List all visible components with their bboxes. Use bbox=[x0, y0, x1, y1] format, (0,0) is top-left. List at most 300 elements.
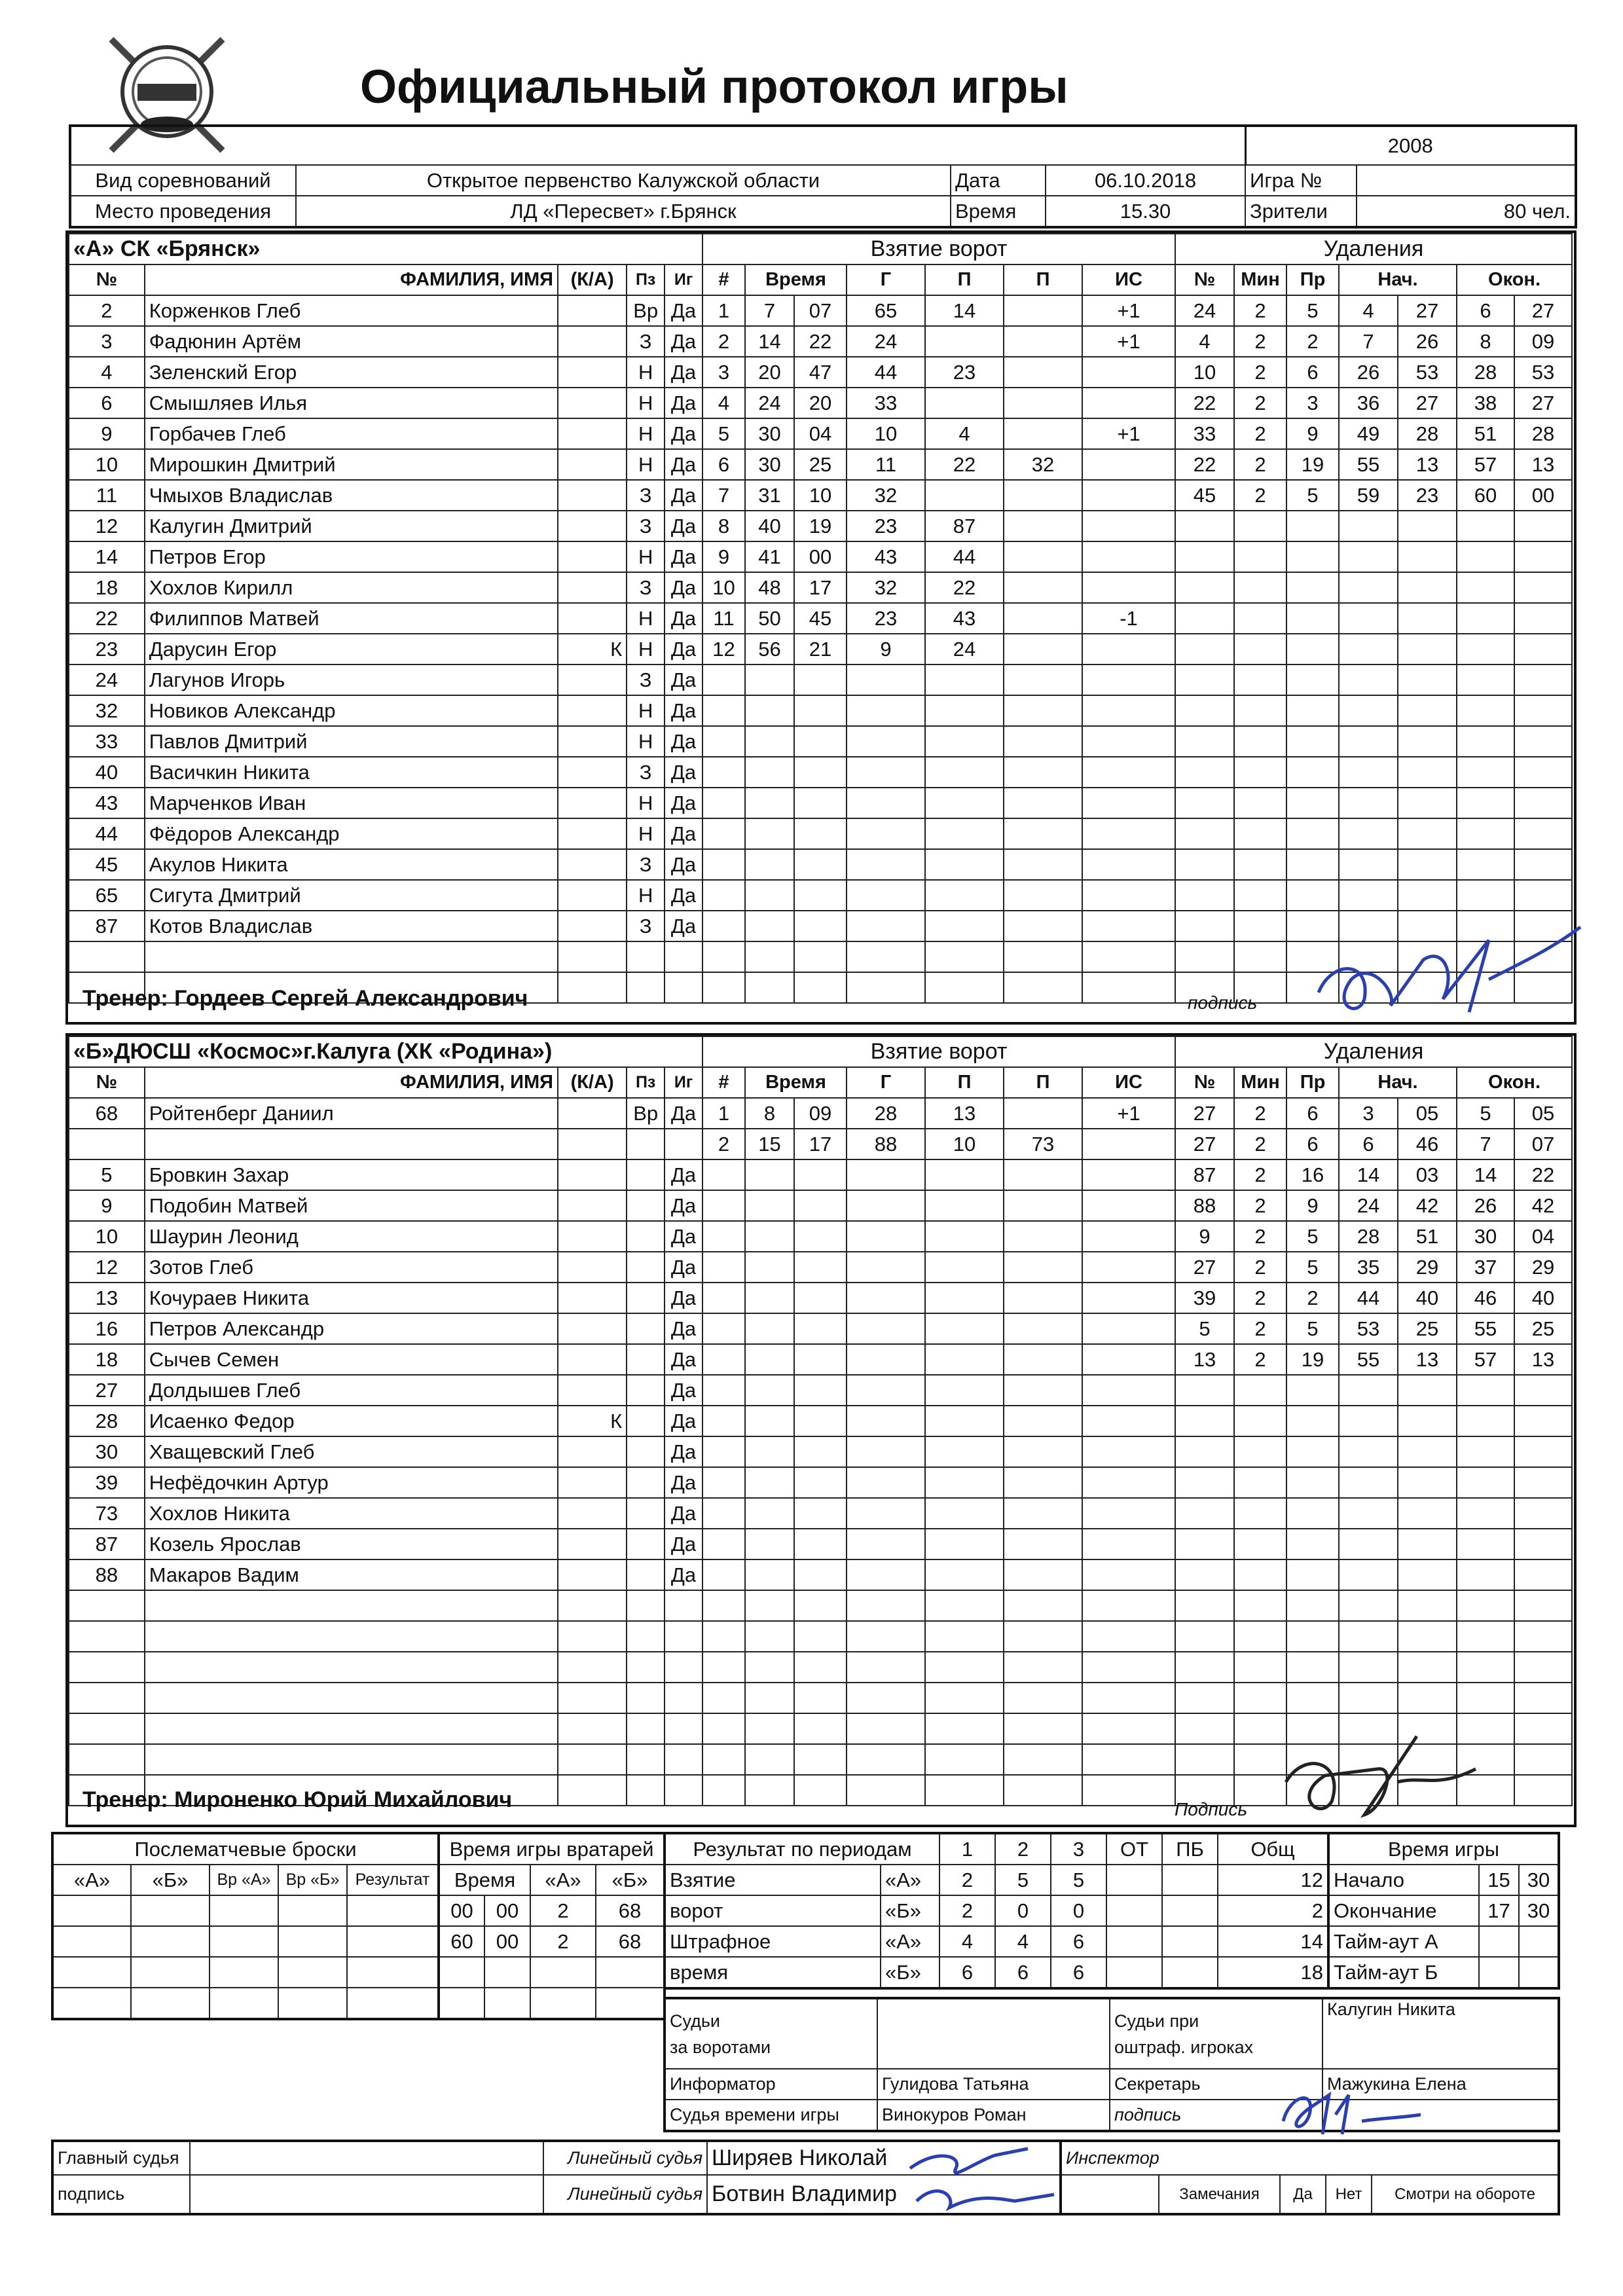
empty-cell bbox=[794, 1252, 847, 1283]
end-hour: 17 bbox=[1479, 1895, 1519, 1926]
spectators-value: 80 чел. bbox=[1357, 196, 1576, 227]
empty-cell bbox=[1082, 1252, 1175, 1283]
player-plays: Да bbox=[665, 1498, 702, 1529]
player-captain bbox=[558, 695, 627, 726]
header-table bbox=[69, 124, 1577, 228]
roster-row bbox=[69, 1375, 702, 1406]
competition-label: Вид соревнований bbox=[70, 165, 296, 196]
pen-judges-name: Калугин Никита bbox=[1322, 1998, 1559, 2069]
roster-row bbox=[69, 1590, 702, 1621]
player-number: 13 bbox=[69, 1283, 145, 1313]
empty-cell bbox=[1514, 726, 1572, 757]
goal-minute: 41 bbox=[745, 541, 794, 572]
penalty-player: 5 bbox=[1175, 1313, 1234, 1344]
penalty-minutes: 2 bbox=[1234, 1252, 1286, 1283]
empty-cell bbox=[627, 1775, 665, 1806]
empty-cell bbox=[627, 1744, 665, 1775]
goal-row bbox=[702, 1098, 1175, 1129]
goal-situation bbox=[1082, 572, 1175, 603]
row-a: «А» bbox=[881, 1926, 939, 1957]
empty-cell bbox=[1514, 1406, 1572, 1436]
empty-cell bbox=[1339, 634, 1398, 665]
empty-cell bbox=[1004, 1283, 1082, 1313]
empty-cell bbox=[596, 1988, 665, 2019]
empty-cell bbox=[1004, 665, 1082, 695]
empty-cell bbox=[794, 911, 847, 941]
penalty-row bbox=[1175, 818, 1572, 849]
empty-cell bbox=[1286, 818, 1339, 849]
goal-minute: 31 bbox=[745, 480, 794, 511]
gk-title: Время игры вратарей bbox=[439, 1833, 665, 1865]
empty-cell bbox=[1457, 1683, 1514, 1713]
empty-cell bbox=[1175, 1713, 1234, 1744]
empty-cell bbox=[745, 665, 794, 695]
empty-cell bbox=[1082, 757, 1175, 788]
player-name: Котов Владислав bbox=[145, 911, 558, 941]
goals-label-2: ворот bbox=[665, 1895, 881, 1926]
empty-cell bbox=[847, 1683, 925, 1713]
penalties-title: Удаления bbox=[1175, 234, 1572, 264]
team-a-signature bbox=[1292, 920, 1594, 1019]
goal-row bbox=[702, 726, 1175, 757]
penalty-row bbox=[1175, 1498, 1572, 1529]
col-end: Окон. bbox=[1457, 1067, 1572, 1098]
penalty-row bbox=[1175, 511, 1572, 541]
empty-cell bbox=[1175, 849, 1234, 880]
player-number: 12 bbox=[69, 1252, 145, 1283]
penalty-start-sec: 13 bbox=[1398, 449, 1457, 480]
penalty-end-sec: 13 bbox=[1514, 1344, 1572, 1375]
goal-number: 1 bbox=[702, 295, 745, 326]
linesman-label-1: Линейный судья bbox=[543, 2141, 707, 2175]
goal-scorer: 32 bbox=[847, 480, 925, 511]
empty-cell bbox=[347, 1957, 439, 1988]
empty-cell bbox=[1234, 788, 1286, 818]
player-captain bbox=[558, 757, 627, 788]
penalty-row bbox=[1175, 634, 1572, 665]
penalty-row bbox=[1175, 695, 1572, 726]
penalty-player: 27 bbox=[1175, 1129, 1234, 1159]
empty-cell bbox=[1339, 1652, 1398, 1683]
roster-row bbox=[69, 1436, 702, 1467]
empty-cell bbox=[1339, 788, 1398, 818]
player-name: Козель Ярослав bbox=[145, 1529, 558, 1559]
empty-cell bbox=[1082, 880, 1175, 911]
penalty-end-min: 55 bbox=[1457, 1313, 1514, 1344]
empty-cell bbox=[794, 941, 847, 972]
penalty-player: 27 bbox=[1175, 1252, 1234, 1283]
penalty-end-sec: 07 bbox=[1514, 1129, 1572, 1159]
empty-cell bbox=[702, 695, 745, 726]
goals-a-pb bbox=[1162, 1865, 1218, 1895]
empty-cell bbox=[52, 1988, 131, 2019]
goal-row bbox=[702, 941, 1175, 972]
empty-cell bbox=[745, 1252, 794, 1283]
time-value: 15.30 bbox=[1046, 196, 1245, 227]
empty-cell bbox=[1175, 1559, 1234, 1590]
goal-number: 10 bbox=[702, 572, 745, 603]
empty-cell bbox=[794, 972, 847, 1003]
goal-assist-2 bbox=[1004, 1098, 1082, 1129]
informer-name: Гулидова Татьяна bbox=[877, 2069, 1110, 2100]
empty-cell bbox=[1398, 1559, 1457, 1590]
player-number: 3 bbox=[69, 326, 145, 357]
col-pz: Пз bbox=[627, 1067, 665, 1098]
penalty-reason: 19 bbox=[1286, 1344, 1339, 1375]
empty-cell bbox=[347, 1926, 439, 1957]
player-name: Хващевский Глеб bbox=[145, 1436, 558, 1467]
roster-row bbox=[69, 1098, 702, 1129]
empty-cell bbox=[794, 1283, 847, 1313]
player-position bbox=[627, 1283, 665, 1313]
player-captain bbox=[558, 603, 627, 634]
penalty-minutes: 2 bbox=[1234, 1221, 1286, 1252]
player-captain bbox=[558, 1159, 627, 1190]
player-captain bbox=[558, 1221, 627, 1252]
empty-cell bbox=[665, 1744, 702, 1775]
gk-b-number: 68 bbox=[596, 1926, 665, 1957]
penalty-row bbox=[1175, 295, 1572, 326]
empty-cell bbox=[1457, 849, 1514, 880]
empty-cell bbox=[1514, 1498, 1572, 1529]
empty-cell bbox=[627, 1683, 665, 1713]
res-total: Общ bbox=[1218, 1833, 1328, 1865]
roster-row bbox=[69, 1683, 702, 1713]
goal-minute: 8 bbox=[745, 1098, 794, 1129]
player-plays: Да bbox=[665, 1467, 702, 1498]
empty-cell bbox=[702, 1375, 745, 1406]
empty-cell bbox=[1398, 1529, 1457, 1559]
empty-cell bbox=[278, 1926, 347, 1957]
penalty-row bbox=[1175, 1190, 1572, 1221]
empty-cell bbox=[925, 726, 1004, 757]
empty-cell bbox=[1286, 757, 1339, 788]
empty-cell bbox=[1286, 849, 1339, 880]
penalty-row bbox=[1175, 1559, 1572, 1590]
empty-cell bbox=[1514, 757, 1572, 788]
empty-cell bbox=[847, 972, 925, 1003]
penalty-end-min: 38 bbox=[1457, 388, 1514, 418]
roster-row bbox=[69, 357, 702, 388]
empty-cell bbox=[1457, 1467, 1514, 1498]
empty-cell bbox=[1004, 1159, 1082, 1190]
gk-a-number: 2 bbox=[530, 1895, 596, 1926]
empty-cell bbox=[1398, 1683, 1457, 1713]
empty-cell bbox=[745, 849, 794, 880]
empty-cell bbox=[1082, 941, 1175, 972]
empty-cell bbox=[1286, 603, 1339, 634]
player-position: Н bbox=[627, 541, 665, 572]
empty-cell bbox=[1398, 695, 1457, 726]
player-captain bbox=[558, 1344, 627, 1375]
goals-a-p2: 5 bbox=[995, 1865, 1051, 1895]
goal-second: 47 bbox=[794, 357, 847, 388]
pen-a-pb bbox=[1162, 1926, 1218, 1957]
penalty-row bbox=[1175, 1436, 1572, 1467]
col-gtime: Время bbox=[745, 264, 847, 295]
empty-cell bbox=[702, 788, 745, 818]
empty-cell bbox=[1457, 511, 1514, 541]
empty-cell bbox=[794, 1190, 847, 1221]
empty-cell bbox=[702, 1283, 745, 1313]
empty-cell bbox=[1514, 1621, 1572, 1652]
penalty-row bbox=[1175, 726, 1572, 757]
goal-row bbox=[702, 1559, 1175, 1590]
goals-title: Взятие ворот bbox=[702, 1036, 1175, 1067]
goal-judges-label-2: за воротами bbox=[670, 2037, 771, 2057]
player-plays: Да bbox=[665, 480, 702, 511]
empty-cell bbox=[145, 1621, 558, 1652]
goal-row bbox=[702, 1713, 1175, 1744]
goal-assist-1 bbox=[925, 480, 1004, 511]
officials-sign-label: подпись bbox=[1110, 2100, 1322, 2131]
empty-cell bbox=[52, 1957, 131, 1988]
goalie-time-table bbox=[437, 1832, 666, 2020]
empty-cell bbox=[1339, 695, 1398, 726]
player-captain bbox=[558, 418, 627, 449]
player-position bbox=[627, 1375, 665, 1406]
player-position bbox=[627, 1467, 665, 1498]
col-pr: Пр bbox=[1286, 264, 1339, 295]
empty-cell bbox=[847, 1190, 925, 1221]
player-number: 6 bbox=[69, 388, 145, 418]
player-position: Н bbox=[627, 880, 665, 911]
goal-row bbox=[702, 1529, 1175, 1559]
so-result: Результат bbox=[347, 1865, 439, 1895]
penalty-end-sec: 42 bbox=[1514, 1190, 1572, 1221]
roster-row bbox=[69, 511, 702, 541]
empty-cell bbox=[1082, 788, 1175, 818]
goal-scorer: 32 bbox=[847, 572, 925, 603]
penalty-minutes: 2 bbox=[1234, 1190, 1286, 1221]
shootout-row bbox=[52, 1926, 439, 1957]
goal-second: 09 bbox=[794, 1098, 847, 1129]
goal-minute: 15 bbox=[745, 1129, 794, 1159]
penalty-end-min: 60 bbox=[1457, 480, 1514, 511]
empty-cell bbox=[1175, 1498, 1234, 1529]
empty-cell bbox=[278, 1895, 347, 1926]
team-b-goals bbox=[702, 1036, 1176, 1806]
res-ot: ОТ bbox=[1106, 1833, 1162, 1865]
goal-row bbox=[702, 634, 1175, 665]
pen-a-p2: 4 bbox=[995, 1926, 1051, 1957]
goals-b-total: 2 bbox=[1218, 1895, 1328, 1926]
goals-a-ot bbox=[1106, 1865, 1162, 1895]
col-ka: (К/А) bbox=[558, 264, 627, 295]
empty-cell bbox=[925, 1744, 1004, 1775]
player-plays: Да bbox=[665, 818, 702, 849]
res-pb: ПБ bbox=[1162, 1833, 1218, 1865]
player-position bbox=[627, 1129, 665, 1159]
empty-cell bbox=[52, 1926, 131, 1957]
penalty-row bbox=[1175, 418, 1572, 449]
empty-cell bbox=[1514, 541, 1572, 572]
empty-cell bbox=[1398, 726, 1457, 757]
empty-cell bbox=[1234, 880, 1286, 911]
col-g: Г bbox=[847, 264, 925, 295]
penalty-start-sec: 27 bbox=[1398, 295, 1457, 326]
empty-cell bbox=[702, 1467, 745, 1498]
player-position: З bbox=[627, 572, 665, 603]
team-b-penalties bbox=[1175, 1036, 1573, 1806]
goal-row bbox=[702, 388, 1175, 418]
player-plays: Да bbox=[665, 788, 702, 818]
empty-cell bbox=[847, 849, 925, 880]
penalty-minutes: 2 bbox=[1234, 357, 1286, 388]
empty-cell bbox=[1004, 1652, 1082, 1683]
empty-cell bbox=[1175, 1529, 1234, 1559]
goal-row bbox=[702, 1621, 1175, 1652]
goal-row bbox=[702, 541, 1175, 572]
empty-cell bbox=[1514, 880, 1572, 911]
empty-cell bbox=[1175, 541, 1234, 572]
empty-cell bbox=[1175, 1436, 1234, 1467]
chief-label: Главный судья bbox=[52, 2141, 190, 2175]
team-b-roster bbox=[68, 1036, 703, 1806]
empty-cell bbox=[847, 880, 925, 911]
empty-cell bbox=[702, 1559, 745, 1590]
goal-assist-1: 10 bbox=[925, 1129, 1004, 1159]
empty-cell bbox=[1175, 1652, 1234, 1683]
penalty-row bbox=[1175, 572, 1572, 603]
goal-assist-1: 22 bbox=[925, 572, 1004, 603]
empty-cell bbox=[1004, 695, 1082, 726]
penalty-minutes: 2 bbox=[1234, 480, 1286, 511]
player-plays: Да bbox=[665, 1159, 702, 1190]
empty-cell bbox=[745, 1498, 794, 1529]
inspector-table bbox=[1059, 2140, 1560, 2215]
empty-cell bbox=[1514, 849, 1572, 880]
goal-second: 19 bbox=[794, 511, 847, 541]
player-position: Н bbox=[627, 788, 665, 818]
penalty-row bbox=[1175, 1344, 1572, 1375]
empty-cell bbox=[1175, 1467, 1234, 1498]
col-pno: № bbox=[1175, 1067, 1234, 1098]
res-p3: 3 bbox=[1051, 1833, 1106, 1865]
empty-cell bbox=[1082, 1683, 1175, 1713]
goal-situation: -1 bbox=[1082, 603, 1175, 634]
goal-judges-label bbox=[665, 1998, 877, 2069]
penalty-row bbox=[1175, 1529, 1572, 1559]
goal-scorer: 23 bbox=[847, 603, 925, 634]
player-plays bbox=[665, 1129, 702, 1159]
penalty-row bbox=[1175, 788, 1572, 818]
player-number: 2 bbox=[69, 295, 145, 326]
empty-cell bbox=[1004, 849, 1082, 880]
player-position bbox=[627, 1190, 665, 1221]
penalty-start-sec: 53 bbox=[1398, 357, 1457, 388]
empty-cell bbox=[1514, 511, 1572, 541]
roster-row bbox=[69, 941, 702, 972]
goal-row bbox=[702, 357, 1175, 388]
empty-cell bbox=[702, 1436, 745, 1467]
empty-cell bbox=[847, 1744, 925, 1775]
empty-cell bbox=[210, 1988, 278, 2019]
empty-cell bbox=[1457, 788, 1514, 818]
secretary-signature bbox=[1270, 2082, 1427, 2141]
empty-cell bbox=[925, 880, 1004, 911]
empty-cell bbox=[847, 1221, 925, 1252]
empty-cell bbox=[131, 1988, 210, 2019]
roster-row bbox=[69, 665, 702, 695]
goal-row bbox=[702, 1406, 1175, 1436]
empty-cell bbox=[925, 1283, 1004, 1313]
col-min: Мин bbox=[1234, 264, 1286, 295]
empty-cell bbox=[1286, 1590, 1339, 1621]
goal-number: 11 bbox=[702, 603, 745, 634]
roster-row bbox=[69, 1559, 702, 1590]
player-plays: Да bbox=[665, 880, 702, 911]
penalty-row bbox=[1175, 1283, 1572, 1313]
goal-assist-2 bbox=[1004, 295, 1082, 326]
goal-scorer: 44 bbox=[847, 357, 925, 388]
goal-assist-2 bbox=[1004, 572, 1082, 603]
penalty-row bbox=[1175, 1467, 1572, 1498]
penalty-reason: 19 bbox=[1286, 449, 1339, 480]
penalty-minutes: 2 bbox=[1234, 1129, 1286, 1159]
player-name: Фадюнин Артём bbox=[145, 326, 558, 357]
roster-row bbox=[69, 634, 702, 665]
player-captain bbox=[558, 572, 627, 603]
empty-cell bbox=[794, 1590, 847, 1621]
roster-row bbox=[69, 1529, 702, 1559]
penalty-end-sec: 00 bbox=[1514, 480, 1572, 511]
roster-row bbox=[69, 1252, 702, 1283]
empty-cell bbox=[665, 1775, 702, 1806]
player-captain bbox=[558, 818, 627, 849]
penalty-minutes: 2 bbox=[1234, 1344, 1286, 1375]
empty-cell bbox=[702, 757, 745, 788]
goal-row bbox=[702, 1375, 1175, 1406]
empty-cell bbox=[1004, 1713, 1082, 1744]
penalty-start-min: 4 bbox=[1339, 295, 1398, 326]
player-name: Петров Егор bbox=[145, 541, 558, 572]
empty-cell bbox=[925, 1344, 1004, 1375]
goal-row bbox=[702, 1159, 1175, 1190]
pen-b-total: 18 bbox=[1218, 1957, 1328, 1988]
roster-row bbox=[69, 911, 702, 941]
penalty-minutes: 2 bbox=[1234, 388, 1286, 418]
col-name: ФАМИЛИЯ, ИМЯ bbox=[145, 1067, 558, 1098]
time-label: Время bbox=[951, 196, 1046, 227]
penalty-reason: 16 bbox=[1286, 1159, 1339, 1190]
penalty-end-min: 51 bbox=[1457, 418, 1514, 449]
penalty-reason: 5 bbox=[1286, 1252, 1339, 1283]
empty-cell bbox=[131, 1957, 210, 1988]
goal-row bbox=[702, 326, 1175, 357]
chief-sign-label: подпись bbox=[52, 2175, 190, 2214]
empty-cell bbox=[745, 1529, 794, 1559]
player-number: 87 bbox=[69, 1529, 145, 1559]
goal-row bbox=[702, 1467, 1175, 1498]
goal-second: 22 bbox=[794, 326, 847, 357]
empty-cell bbox=[745, 972, 794, 1003]
empty-cell bbox=[745, 1283, 794, 1313]
empty-cell bbox=[794, 1683, 847, 1713]
goal-assist-2: 32 bbox=[1004, 449, 1082, 480]
penalty-start-sec: 46 bbox=[1398, 1129, 1457, 1159]
goal-second: 20 bbox=[794, 388, 847, 418]
empty-cell bbox=[702, 1621, 745, 1652]
penalty-row bbox=[1175, 665, 1572, 695]
empty-cell bbox=[702, 1744, 745, 1775]
timeout-b: Тайм-аут Б bbox=[1328, 1957, 1479, 1988]
penalty-reason: 6 bbox=[1286, 1129, 1339, 1159]
empty-cell bbox=[745, 880, 794, 911]
empty-cell bbox=[665, 1621, 702, 1652]
empty-cell bbox=[1398, 849, 1457, 880]
empty-cell bbox=[925, 941, 1004, 972]
